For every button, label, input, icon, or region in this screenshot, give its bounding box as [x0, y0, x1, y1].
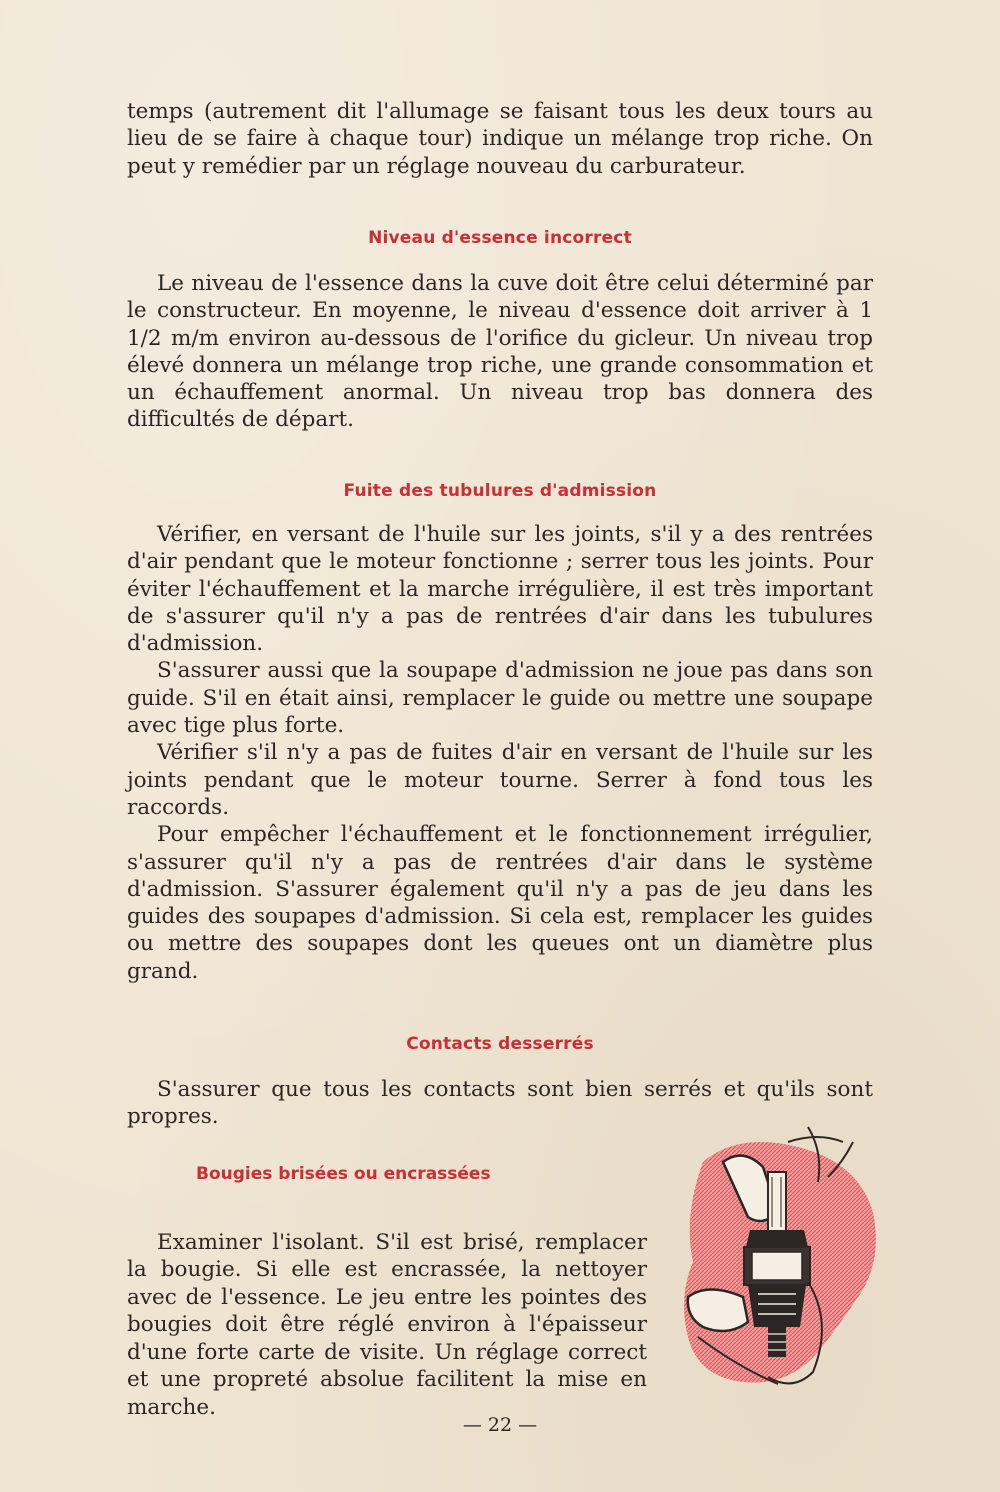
fuite-text-3: Vérifier s'il n'y a pas de fuites d'air en versant de l'huile sur les joints pendant que le moteur tourne. Serrer à fond tous les raccords.: [127, 740, 873, 820]
heading-contacts: Contacts desserrés: [406, 1034, 594, 1054]
fuite-paragraphs: [127, 521, 873, 985]
fuite-text-1: Vérifier, en versant de l'huile sur les joints, s'il y a des rentrées d'air pendant que le moteur fonctionne ; serrer tous les joints. Pour éviter l'échauffement et la marche irrégulière, il est très important de s'assurer qu'il n'y a pas de rentrées d'air dans les tubulures d'admission.: [127, 522, 873, 657]
fuite-text-4: Pour empêcher l'échauffement et le fonctionnement irrégulier, s'assurer qu'il n'y a pas de rentrées d'air dans le système d'admission. S'assurer également qu'il n'y a pas de jeu dans les guides des soupapes d'admission. Si cela est, remplacer les guides ou mettre des soupapes dont les queues ont un diamètre plus grand.: [127, 822, 873, 984]
heading-niveau: Niveau d'essence incorrect: [368, 228, 632, 248]
fuite-text-2: S'assurer aussi que la soupape d'admission ne joue pas dans son guide. S'il en était ainsi, remplacer le guide ou mettre une soupape avec tige plus forte.: [127, 658, 873, 739]
intro-paragraph: [127, 98, 873, 180]
bougies-text: Examiner l'isolant. S'il est brisé, remplacer la bougie. Si elle est encrassée, la nettoyer avec de l'essence. Le jeu entre les pointes des bougies doit être réglé environ à l'épaisseur d'une forte carte de visite. Un réglage correct et une propreté absolue facilitent la mise en marche.: [127, 1229, 647, 1421]
intro-text: temps (autrement dit l'allumage se faisant tous les deux tours au lieu de se faire à chaque tour) indique un mélange trop riche. On peut y remédier par un réglage nouveau du carburateur.: [127, 99, 873, 179]
contacts-text: S'assurer que tous les contacts sont bien serrés et qu'ils sont propres.: [127, 1077, 873, 1130]
spark-plug-hand-illustration-icon: [668, 1122, 888, 1402]
niveau-paragraph: [127, 270, 873, 434]
niveau-text: Le niveau de l'essence dans la cuve doit être celui déterminé par le constructeur. En moyenne, le niveau d'essence doit arriver à 1 1/2 m/m environ au-dessous de l'orifice du gicleur. Un niveau trop élevé donnera un mélange trop riche, une grande consommation et un échauffement anormal. Un niveau trop bas donnera des difficultés de départ.: [127, 271, 873, 433]
bougies-paragraph: [127, 1207, 647, 1443]
heading-fuite: Fuite des tubulures d'admission: [343, 481, 657, 501]
page-number: — 22 —: [462, 1414, 538, 1436]
heading-bougies: Bougies brisées ou encrassées: [196, 1164, 491, 1184]
